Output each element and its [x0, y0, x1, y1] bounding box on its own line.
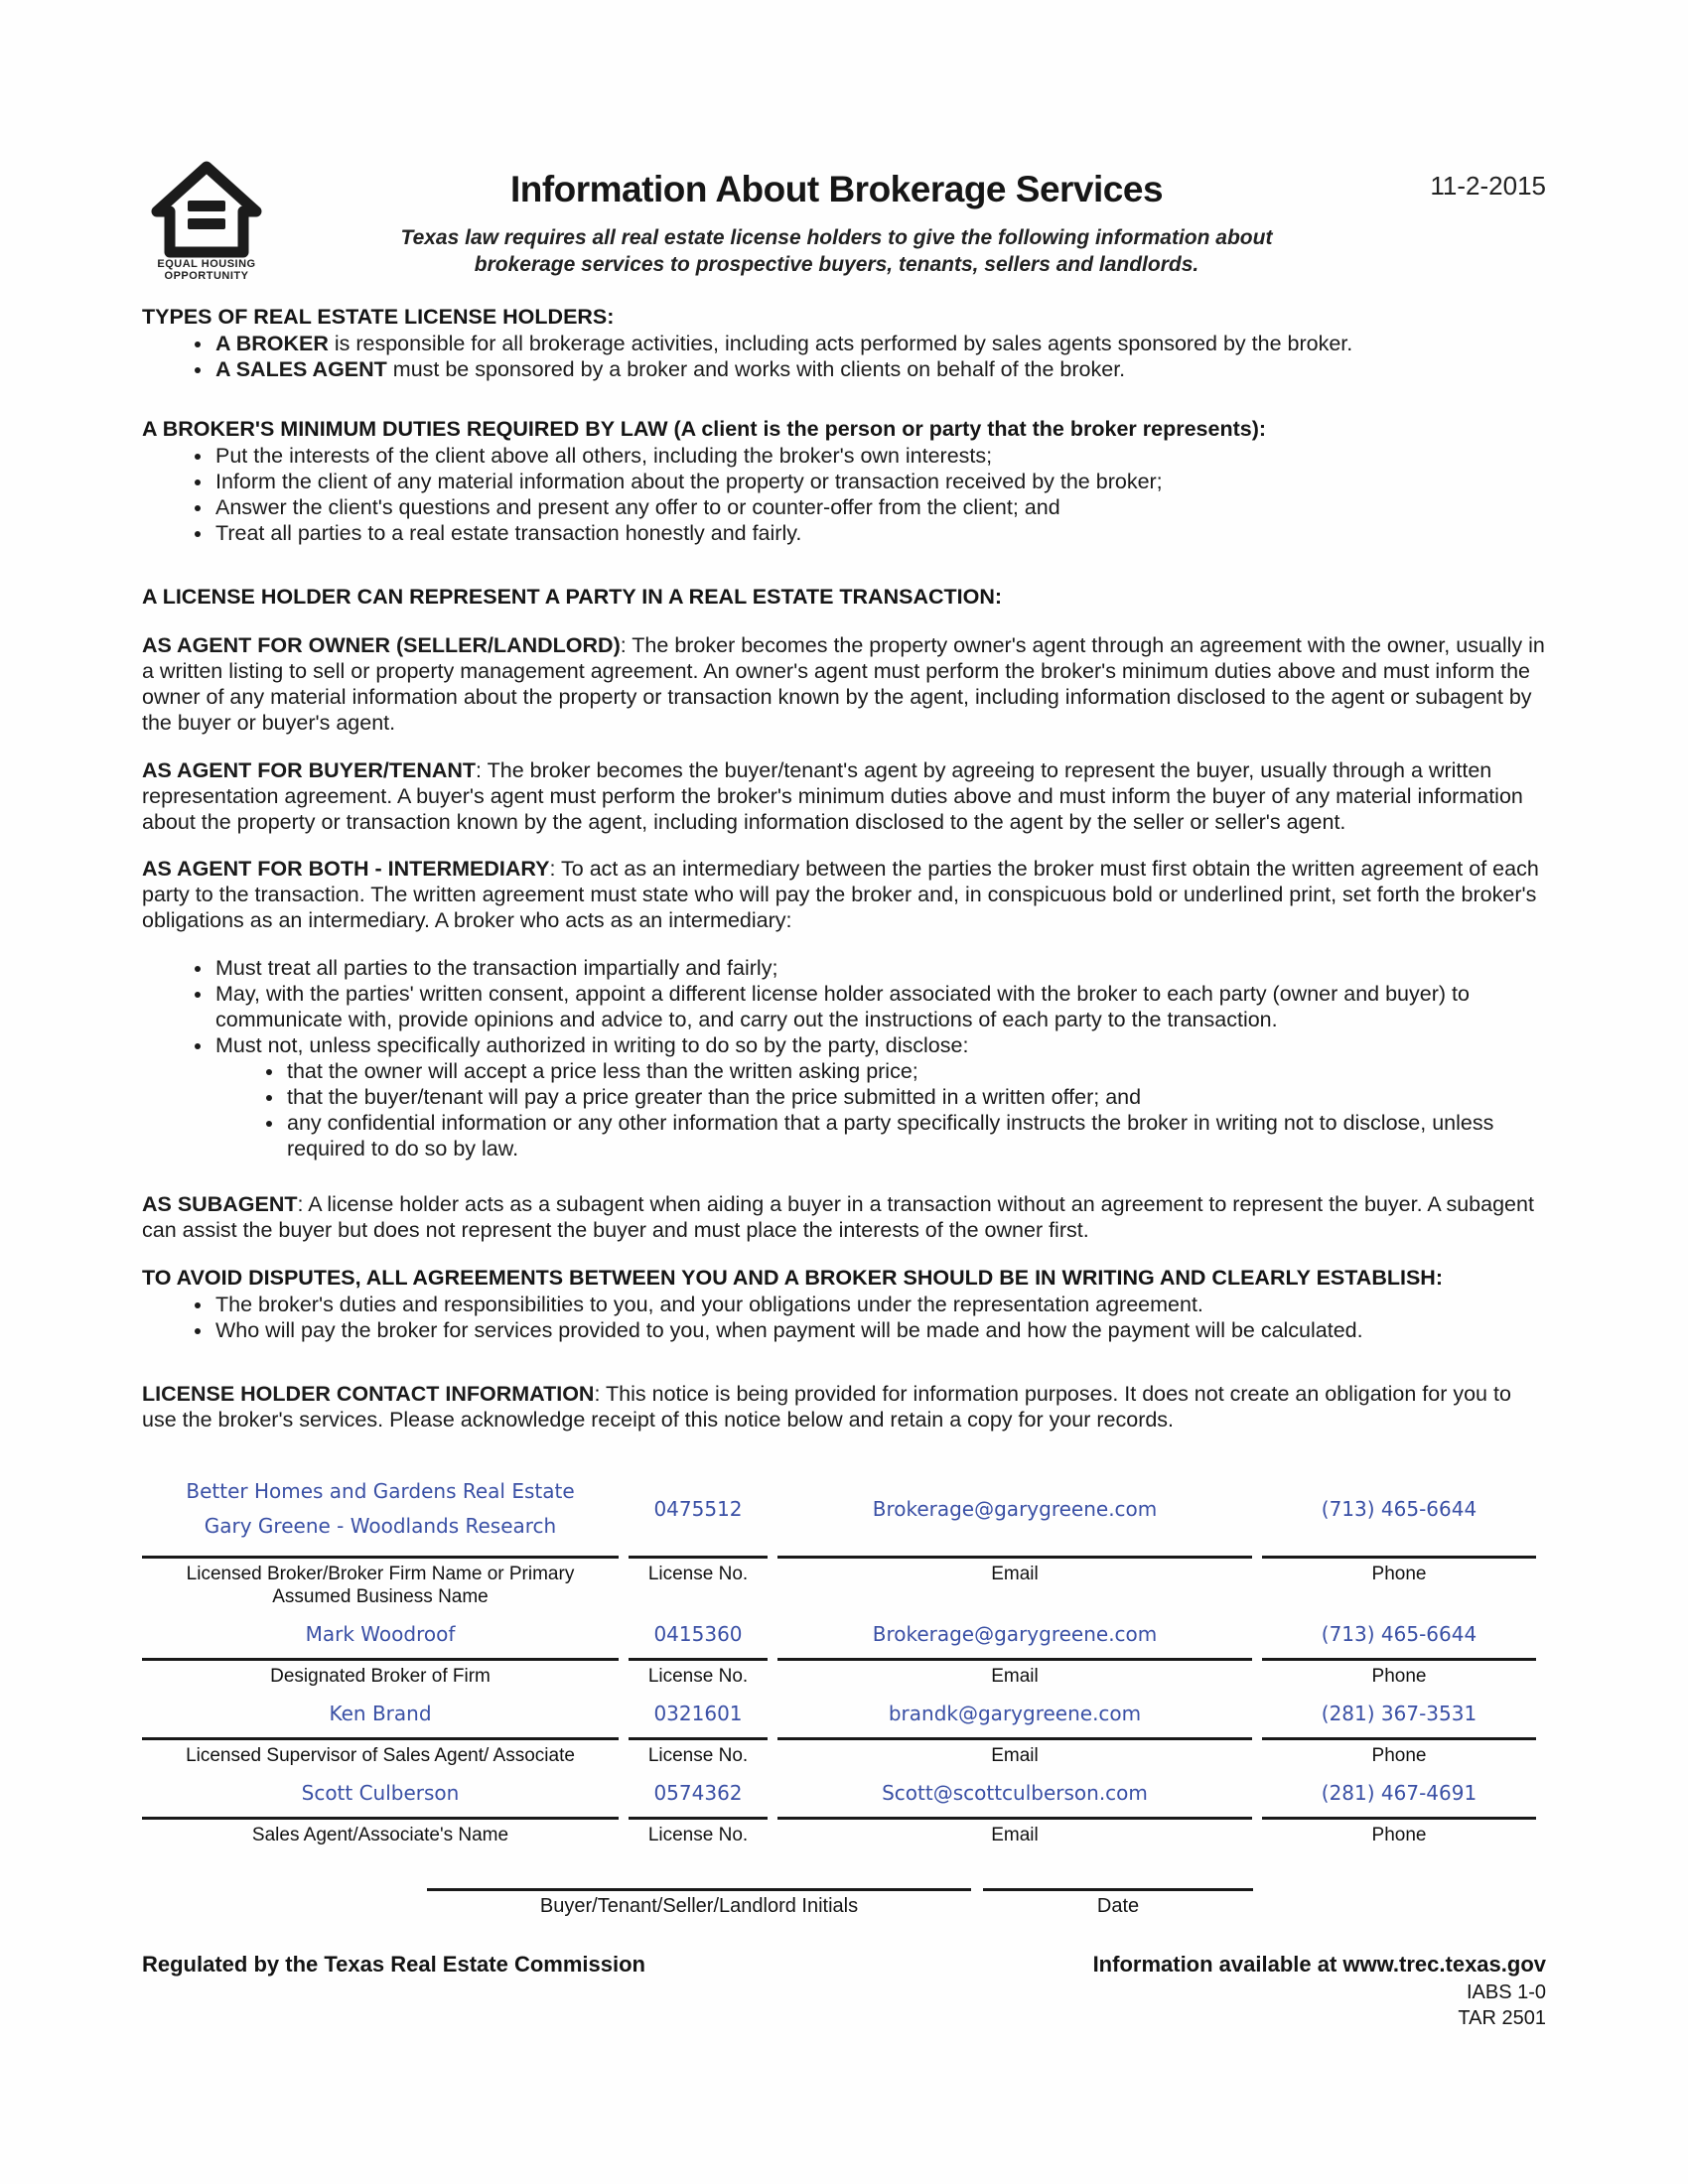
regulated-by-text: Regulated by the Texas Real Estate Commission [142, 1951, 645, 1977]
supervisor-license-value: 0321601 [653, 1701, 743, 1725]
broker-firm-email-value: Brokerage@garygreene.com [872, 1496, 1158, 1521]
column-label-email: Email [777, 1737, 1252, 1767]
bullet-item: • Must treat all parties to the transaction impartially and fairly; [213, 955, 1546, 981]
equal-housing-logo [142, 155, 271, 282]
paragraph-lead: AS SUBAGENT [142, 1191, 298, 1216]
types-heading: TYPES OF REAL ESTATE LICENSE HOLDERS: [142, 305, 615, 329]
broker-firm-phone-value: (713) 465-6644 [1321, 1496, 1477, 1521]
intermediary-bullet-list [142, 955, 1546, 1161]
subtitle-line1: Texas law requires all real estate license holders to give the following information about [400, 226, 1273, 249]
duties-heading: A BROKER'S MINIMUM DUTIES REQUIRED BY LAW (A client is the person or party that the broker represents): [142, 417, 1267, 441]
paragraph-text: : The broker becomes the buyer/tenant's agent by agreeing to represent the buyer, usually through a written representation agreement. A buyer's agent must perform the broker's minimum duties above and must inform the buyer of any material information about the property or transaction known by the agent, including information disclosed to the agent by the seller or seller's agent. [142, 757, 1523, 834]
paragraph-lead: AS AGENT FOR BUYER/TENANT [142, 757, 477, 782]
column-label-phone: Phone [1262, 1556, 1536, 1608]
bullet-item: • May, with the parties' written consent, appoint a different license holder associated with the broker to each party (owner and buyer) to communicate with, provide opinions and advice to, and carry out the instructions of each party to the transaction. [213, 981, 1546, 1032]
column-label-phone: Phone [1262, 1737, 1536, 1767]
column-label-name: Licensed Supervisor of Sales Agent/ Associate [142, 1737, 619, 1767]
header [142, 155, 1546, 282]
sub-bullet-item: • that the owner will accept a price less than the written asking price; [285, 1058, 1546, 1084]
paragraph-lead: AS AGENT FOR BOTH - INTERMEDIARY [142, 857, 550, 881]
paragraph-text: : The broker becomes the property owner's agent through an agreement with the owner, usually in a written listing to sell or property management agreement. An owner's agent must perform the broker's minimum duties above and must inform the owner of any material information about the property or transaction known by the agent, including information disclosed to the agent or subagent by the buyer or buyer's agent. [142, 633, 1545, 735]
duties-bullet-list [142, 443, 1546, 546]
table-row-sales-agent [142, 1767, 1536, 1817]
table-labels-sales-agent [142, 1817, 1536, 1846]
bullet-lead: A SALES AGENT [215, 357, 387, 381]
broker-firm-license-value: 0475512 [653, 1496, 743, 1521]
avoid-bullet-list [142, 1292, 1546, 1343]
license-holder-contact-table [142, 1460, 1536, 1846]
signature-row [427, 1888, 1546, 1918]
initials-signature-line: Buyer/Tenant/Seller/Landlord Initials [427, 1888, 971, 1918]
designated-broker-email-value: Brokerage@garygreene.com [872, 1621, 1158, 1646]
table-row-supervisor [142, 1688, 1536, 1737]
bullet-item: • Inform the client of any material information about the property or transaction received by the broker; [213, 469, 1546, 494]
bullet-lead: A BROKER [215, 332, 329, 355]
subtitle-line2: brokerage services to prospective buyers, tenants, sellers and landlords. [474, 253, 1199, 276]
column-label-email: Email [777, 1817, 1252, 1846]
equal-housing-house-icon [151, 161, 262, 258]
bullet-item: • Who will pay the broker for services provided to you, when payment will be made and how the payment will be calculated. [213, 1317, 1546, 1343]
form-codes [142, 1979, 1546, 2031]
form-code-iabs: IABS 1-0 [1466, 1980, 1546, 2003]
column-label-phone: Phone [1262, 1817, 1536, 1846]
broker-firm-name-line1: Better Homes and Gardens Real Estate [186, 1478, 575, 1503]
designated-broker-license-value: 0415360 [653, 1621, 743, 1646]
agent-buyer-paragraph [142, 757, 1546, 835]
paragraph-lead: LICENSE HOLDER CONTACT INFORMATION [142, 1381, 595, 1406]
agent-owner-paragraph [142, 632, 1546, 736]
bullet-item: • Answer the client's questions and present any offer to or counter-offer from the client; and [213, 494, 1546, 520]
designated-broker-phone-value: (713) 465-6644 [1321, 1621, 1477, 1646]
bullet-item: • Put the interests of the client above all others, including the broker's own interests; [213, 443, 1546, 469]
sales-agent-name-value: Scott Culberson [301, 1780, 460, 1805]
sales-agent-phone-value: (281) 467-4691 [1321, 1780, 1477, 1805]
column-label-email: Email [777, 1556, 1252, 1608]
column-label-email: Email [777, 1658, 1252, 1688]
form-code-tar: TAR 2501 [1458, 2006, 1546, 2029]
table-labels-broker-firm [142, 1556, 1536, 1608]
page-title: Information About Brokerage Services [509, 169, 1164, 209]
paragraph-text: : To act as an intermediary between the parties the broker must first obtain the written agreement of each party to the transaction. The written agreement must state who will pay the broker and, in conspicuous bold or underlined print, set forth the broker's obligations as an intermediary. A broker who acts as an intermediary: [142, 857, 1539, 932]
avoid-disputes-heading: TO AVOID DISPUTES, ALL AGREEMENTS BETWEEN YOU AND A BROKER SHOULD BE IN WRITING AND CLEARLY ESTABLISH: [142, 1265, 1443, 1290]
supervisor-phone-value: (281) 367-3531 [1321, 1701, 1477, 1725]
paragraph-lead: AS AGENT FOR OWNER (SELLER/LANDLORD) [142, 633, 621, 657]
supervisor-name-value: Ken Brand [329, 1701, 432, 1725]
represent-heading: A LICENSE HOLDER CAN REPRESENT A PARTY IN A REAL ESTATE TRANSACTION: [142, 585, 1003, 609]
subagent-paragraph [142, 1191, 1546, 1243]
agent-both-paragraph [142, 856, 1546, 933]
bullet-text: Must not, unless specifically authorized in writing to do so by the party, disclose: [215, 1032, 969, 1057]
bullet-item: • Treat all parties to a real estate transaction honestly and fairly. [213, 520, 1546, 546]
form-date: 11-2-2015 [1430, 171, 1546, 201]
column-label-license: License No. [629, 1737, 768, 1767]
disclose-sub-list [215, 1058, 1546, 1161]
sales-agent-license-value: 0574362 [653, 1780, 743, 1805]
supervisor-email-value: brandk@garygreene.com [888, 1701, 1142, 1725]
broker-firm-name-line2: Gary Greene - Woodlands Research [204, 1513, 557, 1538]
table-labels-designated-broker [142, 1658, 1536, 1688]
footer [142, 1952, 1546, 1978]
logo-caption-line1: EQUAL HOUSING [157, 258, 256, 270]
column-label-license: License No. [629, 1817, 768, 1846]
column-label-license: License No. [629, 1658, 768, 1688]
table-row-designated-broker [142, 1608, 1536, 1658]
bullet-item [213, 1032, 1546, 1161]
contact-info-paragraph [142, 1381, 1546, 1433]
info-available-text: Information available at www.trec.texas.gov [1092, 1951, 1546, 1977]
bullet-text: is responsible for all brokerage activities, including acts performed by sales agents sponsored by the broker. [328, 332, 1353, 355]
sub-bullet-item: • that the buyer/tenant will pay a price greater than the price submitted in a written offer; and [285, 1084, 1546, 1110]
column-label-name: Designated Broker of Firm [142, 1658, 619, 1688]
paragraph-text: : This notice is being provided for information purposes. It does not create an obligation for you to use the broker's services. Please acknowledge receipt of this notice below and retain a copy for your records. [142, 1381, 1511, 1432]
column-label-phone: Phone [1262, 1658, 1536, 1688]
column-label-license: License No. [629, 1556, 768, 1608]
table-row-broker-firm [142, 1460, 1536, 1556]
bullet-text: must be sponsored by a broker and works with clients on behalf of the broker. [386, 357, 1126, 381]
bullet-item: • The broker's duties and responsibilities to you, and your obligations under the representation agreement. [213, 1292, 1546, 1317]
logo-caption-line2: OPPORTUNITY [164, 270, 249, 282]
column-label-name: Sales Agent/Associate's Name [142, 1817, 619, 1846]
types-bullet-list [142, 331, 1546, 382]
table-labels-supervisor [142, 1737, 1536, 1767]
sub-bullet-item: • any confidential information or any other information that a party specifically instructs the broker in writing not to disclose, unless required to do so by law. [285, 1110, 1546, 1161]
broker-firm-name-value [142, 1460, 619, 1556]
bullet-item [213, 331, 1546, 356]
sales-agent-email-value: Scott@scottculberson.com [882, 1780, 1148, 1805]
bullet-item [213, 356, 1546, 382]
column-label-name: Licensed Broker/Broker Firm Name or Primary Assumed Business Name [142, 1556, 619, 1608]
designated-broker-name-value: Mark Woodroof [305, 1621, 456, 1646]
date-signature-line: Date [983, 1888, 1253, 1918]
paragraph-text: : A license holder acts as a subagent when aiding a buyer in a transaction without an agreement to represent the buyer. A subagent can assist the buyer but does not represent the buyer and must place the interests of the owner first. [142, 1191, 1534, 1242]
